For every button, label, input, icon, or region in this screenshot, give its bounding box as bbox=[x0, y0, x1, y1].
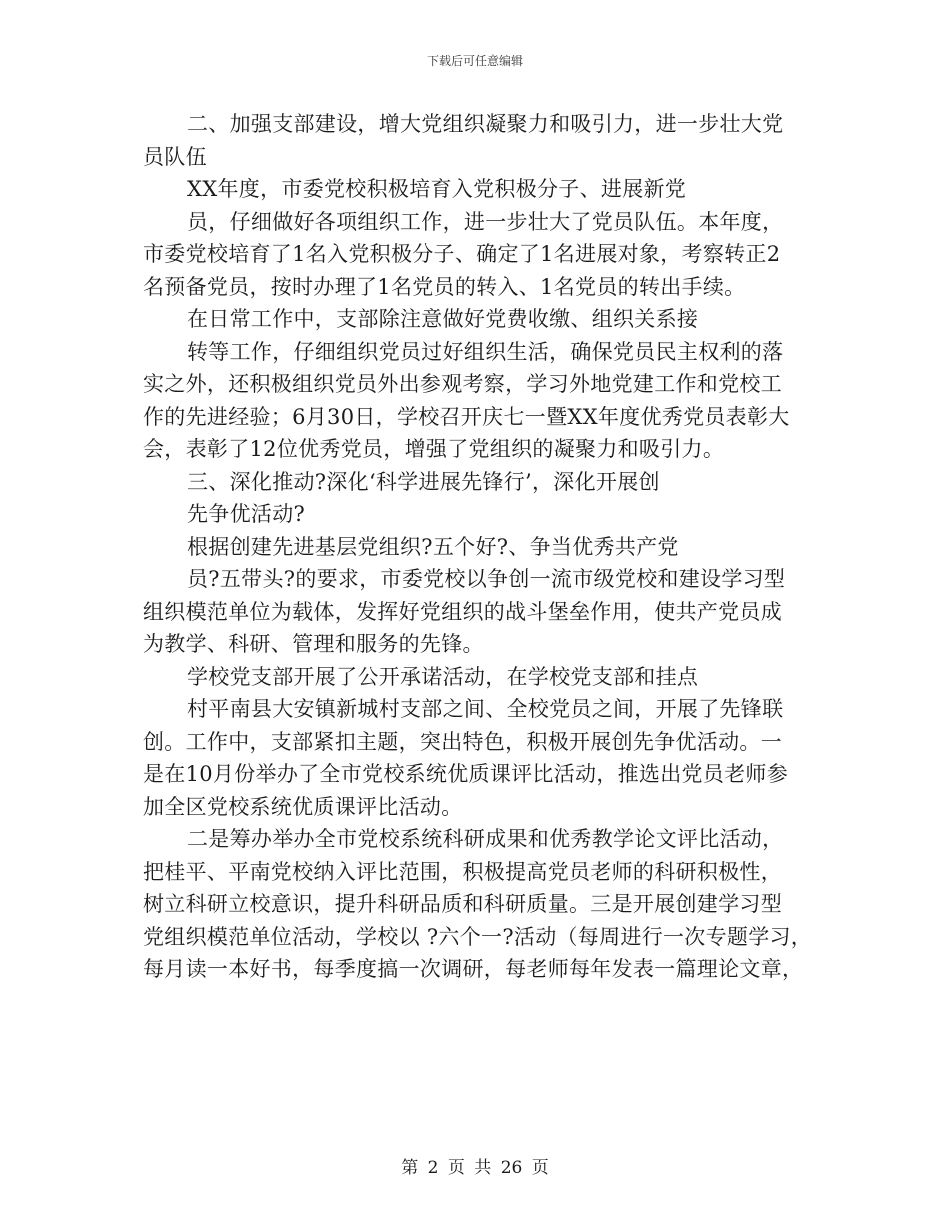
text-line: 加全区党校系统优质课评比活动。 bbox=[143, 794, 463, 819]
text-line: 实之外，还积极组织党员外出参观考察，学习外地党建工作和党校工 bbox=[143, 372, 782, 396]
text-line: 创。工作中，支部紧扣主题，突出特色，积极开展创先争优活动。一 bbox=[143, 729, 782, 754]
text-line: 党组织模范单位活动，学校以 ?六个一?活动（每周进行一次专题学习， bbox=[143, 924, 813, 949]
text-line: 根据创建先进基层党组织?五个好?、争当优秀共产党 bbox=[187, 534, 679, 559]
text-line: 市委党校培育了1名入党积极分子、确定了1名进展对象，考察转正2 bbox=[143, 242, 781, 266]
text-line: 学校党支部开展了公开承诺活动，在学校党支部和挂点 bbox=[187, 664, 699, 689]
text-line: 每月读一本好书，每季度搞一次调研，每老师每年发表一篇理论文章， bbox=[143, 957, 804, 981]
page-header: 下载后可任意编辑 bbox=[426, 54, 523, 68]
text-line: 是在10月份举办了全市党校系统优质课评比活动，推选出党员老师参 bbox=[143, 762, 789, 786]
text-line: 组织模范单位为载体，发挥好党组织的战斗堡垒作用，使共产党员成 bbox=[143, 599, 782, 624]
text-line: 先争优活动? bbox=[187, 502, 306, 526]
text-line: 员队伍 bbox=[143, 144, 207, 169]
text-line: 二是筹办举办全市党校系统科研成果和优秀教学论文评比活动， bbox=[187, 827, 784, 851]
text-line: 员，仔细做好各项组织工作，进一步壮大了党员队伍。本年度， bbox=[187, 209, 784, 234]
text-line: 为教学、科研、管理和服务的先锋。 bbox=[143, 632, 484, 656]
text-line: 转等工作，仔细组织党员过好组织生活，确保党员民主权利的落 bbox=[187, 339, 784, 364]
text-line: 作的先进经验；6月30日，学校召开庆七一暨XX年度优秀党员表彰大 bbox=[143, 404, 790, 429]
text-line: 树立科研立校意识，提升科研品质和科研质量。三是开展创建学习型 bbox=[143, 892, 782, 916]
text-line: 把桂平、平南党校纳入评比范围，积极提高党员老师的科研积极性， bbox=[143, 859, 782, 884]
text-line: 会，表彰了12位优秀党员，增强了党组织的凝聚力和吸引力。 bbox=[143, 437, 725, 461]
text-line: 村平南县大安镇新城村支部之间、全校党员之间，开展了先锋联 bbox=[187, 697, 784, 721]
document-body bbox=[143, 108, 823, 986]
page-number: 第 2 页 共 26 页 bbox=[401, 1158, 549, 1178]
text-line: 三、深化推动?深化‘科学进展先锋行’，深化开展创 bbox=[187, 469, 660, 494]
text-line: XX年度，市委党校积极培育入党积极分子、进展新党 bbox=[187, 177, 687, 201]
text-line: 在日常工作中，支部除注意做好党费收缴、组织关系接 bbox=[187, 307, 699, 331]
text-line: 二、加强支部建设，增大党组织凝聚力和吸引力，进一步壮大党 bbox=[187, 112, 784, 136]
text-line: 员?五带头?的要求，市委党校以争创一流市级党校和建设学习型 bbox=[187, 567, 786, 591]
text-line: 名预备党员，按时办理了1名党员的转入、1名党员的转出手续。 bbox=[143, 274, 746, 299]
